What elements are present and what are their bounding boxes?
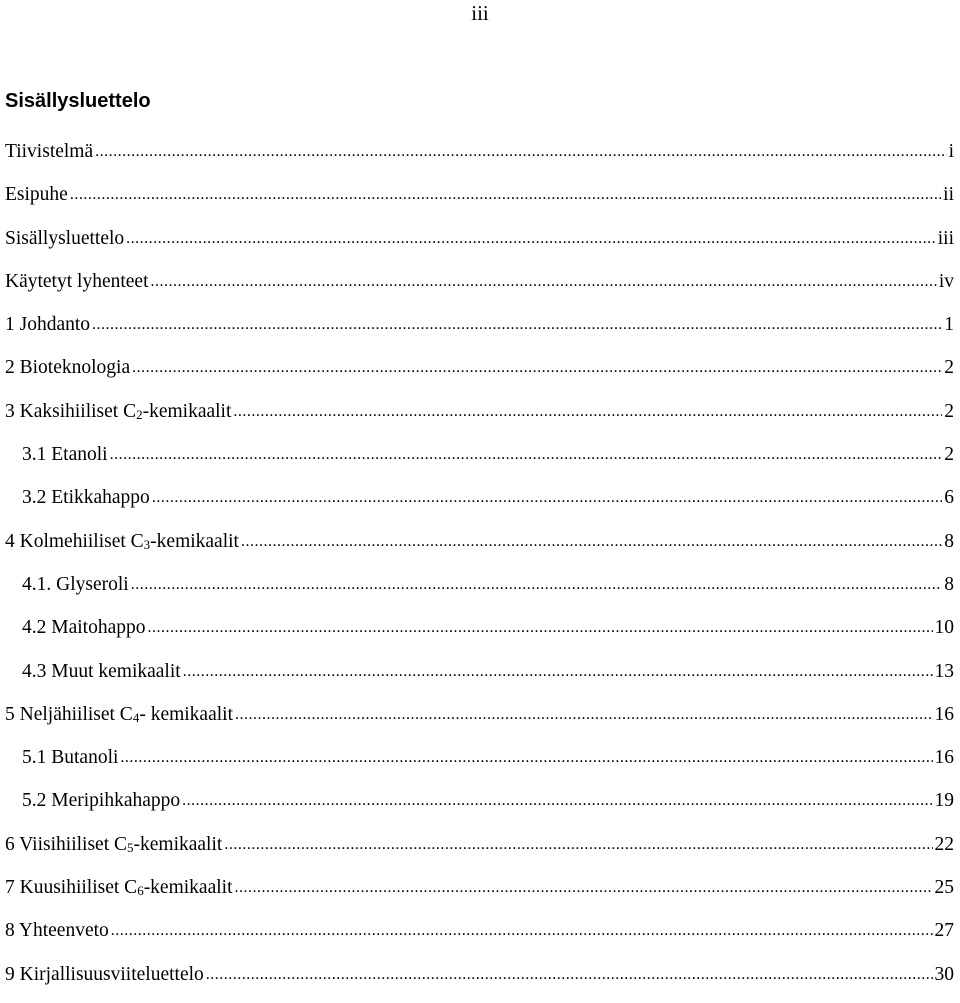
toc-heading: Sisällysluettelo bbox=[5, 88, 151, 114]
toc-entry[interactable] bbox=[0, 224, 960, 267]
toc-entry[interactable] bbox=[0, 570, 960, 613]
dot-leader bbox=[70, 180, 941, 210]
toc-entry-title: 5.2 Meripihkahappo bbox=[22, 786, 182, 816]
toc-entry[interactable] bbox=[0, 137, 960, 180]
toc-entry-title: 4.2 Maitohappo bbox=[22, 613, 147, 643]
toc-entry-title: Sisällysluettelo bbox=[5, 224, 126, 254]
dot-leader bbox=[235, 873, 933, 903]
dot-leader bbox=[132, 353, 942, 383]
dot-leader bbox=[111, 916, 933, 946]
toc-entry-title: 8 Yhteenveto bbox=[5, 916, 111, 946]
toc-entry-title: 3.2 Etikkahappo bbox=[22, 483, 152, 513]
toc-entry-page: 27 bbox=[933, 916, 960, 946]
dot-leader bbox=[92, 310, 942, 340]
toc-entry-page: 1 bbox=[942, 310, 960, 340]
toc-entry-title: 1 Johdanto bbox=[5, 310, 92, 340]
toc-entry-title: 5 Neljähiiliset $C_4-$ kemikaalit bbox=[5, 700, 235, 730]
toc-entry-title: 4.1. Glyseroli bbox=[22, 570, 131, 600]
toc-entry-page: 25 bbox=[933, 873, 960, 903]
toc-entry[interactable] bbox=[0, 267, 960, 310]
toc-entry-title: 2 Bioteknologia bbox=[5, 353, 132, 383]
toc-entry-page: iii bbox=[936, 224, 960, 254]
toc-entry-page: 6 bbox=[942, 483, 960, 513]
toc-entry-title: 3 Kaksihiiliset $C_2$-kemikaalit bbox=[5, 397, 233, 427]
toc-entry-page: iv bbox=[937, 267, 960, 297]
toc-entry[interactable] bbox=[0, 830, 960, 873]
toc-entry-title: Tiivistelmä bbox=[5, 137, 95, 167]
dot-leader bbox=[241, 527, 942, 557]
toc-entry-page: 2 bbox=[942, 353, 960, 383]
toc-entry-title: 4.3 Muut kemikaalit bbox=[22, 657, 183, 687]
toc-entry-page: 16 bbox=[933, 743, 960, 773]
toc-entry-page: 2 bbox=[942, 440, 960, 470]
dot-leader bbox=[206, 960, 933, 990]
toc-entry-page: 30 bbox=[933, 960, 960, 990]
toc-entry-page: 10 bbox=[933, 613, 960, 643]
dot-leader bbox=[131, 570, 943, 600]
toc-entry-title: 3.1 Etanoli bbox=[22, 440, 110, 470]
toc-entry-page: 8 bbox=[942, 527, 960, 557]
toc-entry[interactable] bbox=[0, 310, 960, 353]
dot-leader bbox=[110, 440, 943, 470]
toc-entry-page: 8 bbox=[942, 570, 960, 600]
dot-leader bbox=[120, 743, 932, 773]
toc-entry[interactable] bbox=[0, 527, 960, 570]
toc-entry[interactable] bbox=[0, 743, 960, 786]
toc-entry[interactable] bbox=[0, 657, 960, 700]
toc-entry[interactable] bbox=[0, 483, 960, 526]
dot-leader bbox=[182, 786, 932, 816]
dot-leader bbox=[233, 397, 942, 427]
toc-entry-page: ii bbox=[941, 180, 960, 210]
toc-entry[interactable] bbox=[0, 180, 960, 223]
toc-entry-title: Käytetyt lyhenteet bbox=[5, 267, 151, 297]
table-of-contents bbox=[0, 137, 960, 1003]
toc-entry[interactable] bbox=[0, 353, 960, 396]
toc-entry-title: 6 Viisihiiliset $C_5$-kemikaalit bbox=[5, 830, 224, 860]
toc-entry[interactable] bbox=[0, 440, 960, 483]
toc-entry-page: 22 bbox=[933, 830, 960, 860]
toc-entry-page: 16 bbox=[933, 700, 960, 730]
toc-entry[interactable] bbox=[0, 873, 960, 916]
toc-entry-page: 19 bbox=[933, 786, 960, 816]
toc-entry[interactable] bbox=[0, 916, 960, 959]
toc-entry-page: 2 bbox=[942, 397, 960, 427]
toc-entry[interactable] bbox=[0, 613, 960, 656]
toc-entry[interactable] bbox=[0, 960, 960, 1003]
toc-entry-page: 13 bbox=[933, 657, 960, 687]
dot-leader bbox=[95, 137, 946, 167]
toc-entry-page: i bbox=[947, 137, 960, 167]
dot-leader bbox=[152, 483, 942, 513]
dot-leader bbox=[183, 657, 933, 687]
toc-entry-title: 4 Kolmehiiliset $C_3$-kemikaalit bbox=[5, 527, 241, 557]
toc-entry-title: 7 Kuusihiiliset $C_6$-kemikaalit bbox=[5, 873, 235, 903]
toc-entry[interactable] bbox=[0, 700, 960, 743]
toc-entry[interactable] bbox=[0, 397, 960, 440]
page-number: iii bbox=[0, 0, 960, 26]
dot-leader bbox=[126, 224, 936, 254]
toc-entry[interactable] bbox=[0, 786, 960, 829]
toc-entry-title: 9 Kirjallisuusviiteluettelo bbox=[5, 960, 206, 990]
toc-entry-title: Esipuhe bbox=[5, 180, 70, 210]
toc-entry-title: 5.1 Butanoli bbox=[22, 743, 120, 773]
dot-leader bbox=[151, 267, 937, 297]
dot-leader bbox=[224, 830, 932, 860]
dot-leader bbox=[147, 613, 932, 643]
dot-leader bbox=[235, 700, 932, 730]
